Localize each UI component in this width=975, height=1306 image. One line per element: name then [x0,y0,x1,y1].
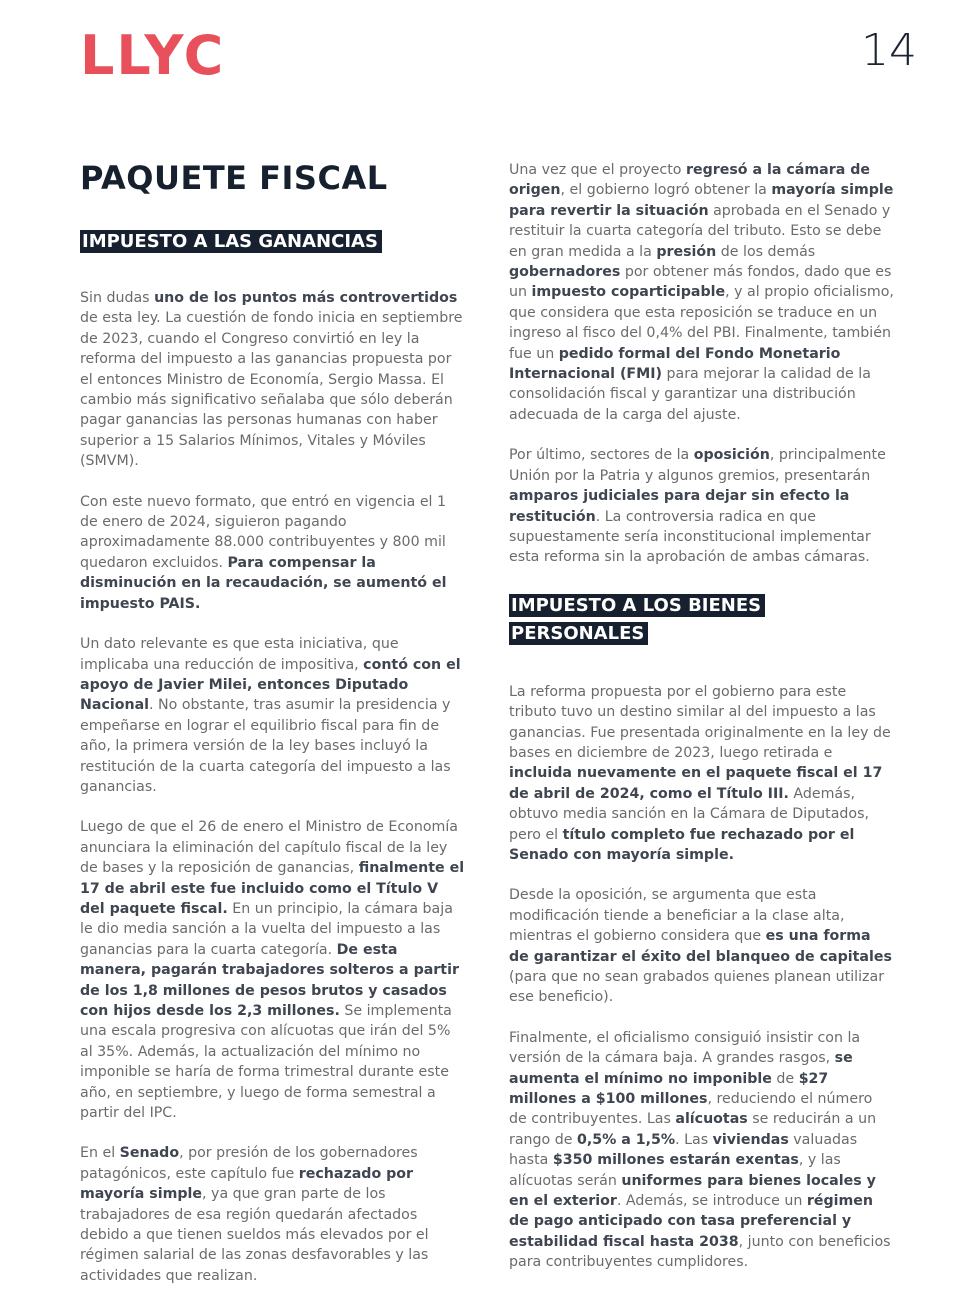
paragraph: En el Senado, por presión de los gobernadores patagónicos, este capítulo fue rechazado por mayoría simple, ya que gran parte de los trabajadores de esa región quedarán afectados debido a que tienen sueldos más elevados por el régimen salarial de las zonas desfavorables y las actividades que realizan. [80,1145,429,1284]
paragraph: La reforma propuesta por el gobierno para este tributo tuvo un destino similar al del impuesto a las ganancias. Fue presentada originalmente en la ley de bases en diciembre de 2023, luego retirada e incluida nuevamente en el paquete fiscal el 17 de abril de 2024, como el Título III. Además, obtuvo media sanción en la Cámara de Diputados, pero el título completo fue rechazado por el Senado con mayoría simple. [509,683,891,863]
right-column [509,160,894,1293]
section-title-bienes-line2: PERSONALES [509,622,648,645]
paragraph: Luego de que el 26 de enero el Ministro de Economía anunciara la eliminación del capítulo fiscal de la ley de bases y la reposición de ganancias, finalmente el 17 de abril este fue incluido como el Título V del paquete fiscal. En un principio, la cámara baja le dio media sanción a la vuelta del impuesto a las ganancias para la cuarta categoría. De esta manera, pagarán trabajadores solteros a partir de los 1,8 millones de pesos brutos y casados con hijos desde los 2,3 millones. Se implementa una escala progresiva con alícuotas que irán del 5% al 35%. Además, la actualización del mínimo no imponible se haría de forma trimestral durante este año, en septiembre, y luego de forma semestral a partir del IPC. [80,819,465,1122]
page-title: PAQUETE FISCAL [80,159,388,197]
section-title-bienes-line1: IMPUESTO A LOS BIENES [509,594,765,617]
paragraph: Por último, sectores de la oposición, principalmente Unión por la Patria y algunos gremios, presentarán amparos judiciales para dejar sin efecto la restitución. La controversia radica en que supuestamente sería inconstitucional implementar esta reforma sin la aprobación de ambas cámaras. [509,447,886,566]
paragraph: Sin dudas uno de los puntos más controvertidos de esta ley. La cuestión de fondo inicia en septiembre de 2023, cuando el Congreso convirtió en ley la reforma del impuesto a las ganancias propuesta por el entonces Ministro de Economía, Sergio Massa. El cambio más significativo señalaba que sólo deberán pagar ganancias las personas humanas con haber superior a 15 Salarios Mínimos, Vitales y Móviles (SMVM). [80,290,463,470]
left-column [80,228,465,1306]
paragraph: Desde la oposición, se argumenta que esta modificación tiende a beneficiar a la clase alta, mientras el gobierno considera que es una forma de garantizar el éxito del blanqueo de capitales (para que no sean grabados quienes planean utilizar ese beneficio). [509,887,892,1006]
section-heading-ganancias [80,228,465,256]
llyc-logo: LLYC [80,24,226,87]
section-title-ganancias: IMPUESTO A LAS GANANCIAS [80,230,382,253]
section-heading-bienes-personales [509,592,894,648]
paragraph: Finalmente, el oficialismo consiguió insistir con la versión de la cámara baja. A grandes rasgos, se aumenta el mínimo no imponible de $27 millones a $100 millones, reduciendo el número de contribuyentes. Las alícuotas se reducirán a un rango de 0,5% a 1,5%. Las viviendas valuadas hasta $350 millones estarán exentas, y las alícuotas serán uniformes para bienes locales y en el exterior. Además, se introduce un régimen de pago anticipado con tasa preferencial y estabilidad fiscal hasta 2038, junto con beneficios para contribuyentes cumplidores. [509,1029,891,1271]
paragraph: Una vez que el proyecto regresó a la cámara de origen, el gobierno logró obtener la mayoría simple para revertir la situación aprobada en el Senado y restituir la cuarta categoría del tributo. Esto se debe en gran medida a la presión de los demás gobernadores por obtener más fondos, dado que es un impuesto coparticipable, y al propio oficialismo, que considera que esta reposición se traduce en un ingreso al fisco del 0,4% del PBI. Finalmente, también fue un pedido formal del Fondo Monetario Internacional (FMI) para mejorar la calidad de la consolidación fiscal y garantizar una distribución adecuada de la carga del ajuste. [509,162,894,423]
page-number: 14 [861,25,917,76]
paragraph: Un dato relevante es que esta iniciativa, que implicaba una reducción de impositiva, contó con el apoyo de Javier Milei, entonces Diputado Nacional. No obstante, tras asumir la presidencia y empeñarse en lograr el equilibrio fiscal para fin de año, la primera versión de la ley bases incluyó la restitución de la cuarta categoría del impuesto a las ganancias. [80,636,461,795]
paragraph: Con este nuevo formato, que entró en vigencia el 1 de enero de 2024, siguieron pagando aproximadamente 88.000 contribuyentes y 800 mil quedaron excluidos. Para compensar la disminución en la recaudación, se aumentó el impuesto PAIS. [80,493,447,612]
